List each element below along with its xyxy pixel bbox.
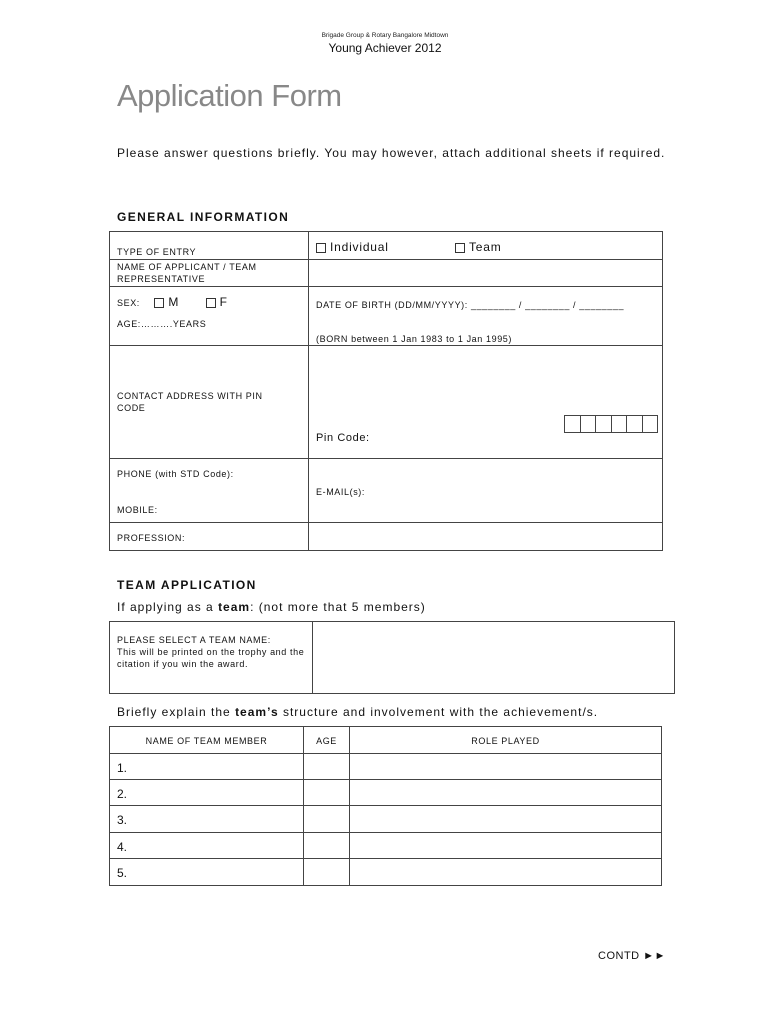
profession-label: PROFESSION: — [117, 533, 186, 543]
age-blank[interactable]: ………. — [140, 319, 173, 329]
team-name-field[interactable] — [314, 623, 672, 693]
intro-text: Please answer questions briefly. You may however, attach additional sheets if required. — [117, 146, 666, 160]
team-subheading — [117, 600, 426, 614]
team-sub-suffix: : (not more that 5 members) — [250, 600, 426, 614]
sex-field — [117, 293, 228, 311]
page-title: Application Form — [117, 78, 342, 113]
type-of-entry-label: TYPE OF ENTRY — [117, 247, 197, 257]
column-header-age: AGE — [316, 736, 337, 746]
table-row[interactable]: 3. — [117, 813, 128, 827]
team-sub-bold: team — [218, 600, 251, 614]
table-row[interactable]: 1. — [117, 761, 128, 775]
team-checkbox[interactable] — [455, 243, 465, 253]
dob-field[interactable]: DATE OF BIRTH (DD/MM/YYYY): ________ / ________ / ________ — [316, 300, 625, 310]
team-name-select-note: This will be printed on the trophy and the citation if you win the award. — [117, 647, 305, 669]
dob-note: (BORN between 1 Jan 1983 to 1 Jan 1995) — [316, 334, 513, 344]
team-name-table — [109, 621, 675, 694]
sex-m-label: M — [168, 295, 180, 309]
sex-f-option[interactable] — [206, 295, 228, 309]
pin-code-boxes[interactable] — [564, 415, 658, 433]
pin-code-label: Pin Code: — [316, 432, 370, 444]
table-row[interactable]: 5. — [117, 866, 128, 880]
team-explain-prefix: Briefly explain the — [117, 705, 236, 719]
table-row[interactable]: 4. — [117, 840, 128, 854]
team-name-select-label: PLEASE SELECT A TEAM NAME: — [117, 635, 271, 645]
team-explain-text — [117, 705, 598, 719]
sex-f-label: F — [219, 295, 228, 309]
organizer-line: Brigade Group & Rotary Bangalore Midtown — [321, 32, 449, 39]
team-explain-bold: team’s — [235, 705, 279, 719]
continued-label: CONTD ►► — [598, 950, 666, 962]
column-header-role: ROLE PLAYED — [471, 736, 540, 746]
entry-team-option[interactable] — [455, 240, 502, 254]
column-header-name: NAME OF TEAM MEMBER — [145, 736, 268, 746]
individual-checkbox[interactable] — [316, 243, 326, 253]
sex-m-option[interactable] — [154, 295, 179, 309]
email-label: E-MAIL(s): — [316, 487, 366, 497]
mobile-label: MOBILE: — [117, 505, 158, 515]
team-explain-suffix: structure and involvement with the achievement/s. — [278, 705, 599, 719]
applicant-name-label: NAME OF APPLICANT / TEAM REPRESENTATIVE — [117, 262, 257, 284]
contact-address-label: CONTACT ADDRESS WITH PIN CODE — [117, 391, 263, 413]
sex-label: SEX: — [117, 298, 140, 308]
phone-label: PHONE (with STD Code): — [117, 469, 234, 479]
sex-f-checkbox[interactable] — [206, 298, 216, 308]
team-sub-prefix: If applying as a — [117, 600, 219, 614]
event-line: Young Achiever 2012 — [328, 41, 442, 55]
applicant-name-field[interactable] — [310, 260, 660, 285]
team-label: Team — [469, 240, 502, 254]
general-info-heading: GENERAL INFORMATION — [117, 210, 290, 224]
team-application-heading: TEAM APPLICATION — [117, 578, 257, 592]
individual-label: Individual — [330, 240, 389, 254]
sex-m-checkbox[interactable] — [154, 298, 164, 308]
profession-field[interactable] — [310, 524, 660, 549]
table-row[interactable]: 2. — [117, 787, 128, 801]
age-field[interactable] — [117, 318, 206, 330]
age-unit: YEARS — [172, 319, 207, 329]
age-label: AGE: — [117, 319, 141, 329]
team-members-table — [109, 726, 662, 886]
entry-individual-option[interactable] — [316, 240, 389, 254]
general-info-table — [109, 231, 663, 551]
